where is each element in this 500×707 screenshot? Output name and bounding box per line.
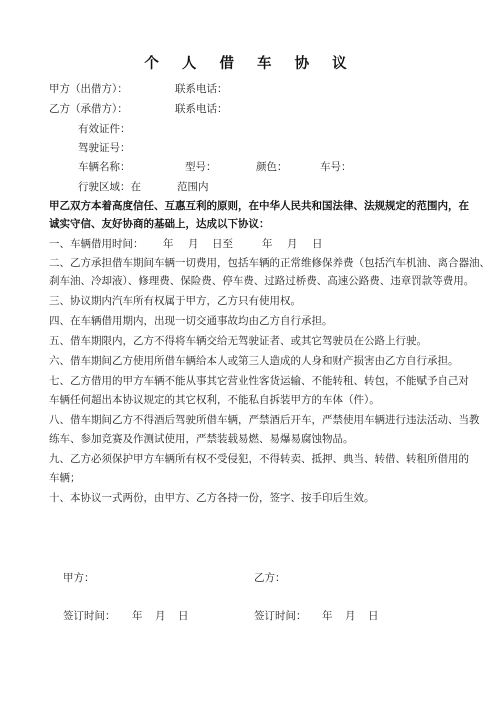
clause-10: 十、本协议一式两份，由甲方、乙方各持一份，签字、按手印后生效。: [49, 492, 375, 504]
party-a-date: 年 月 日: [132, 610, 190, 622]
party-b-date-label: 签订时间：: [254, 610, 307, 622]
party-b-date: 年 月 日: [322, 610, 380, 622]
clause-6: 六、借车期间乙方使用所借车辆给本人或第三人造成的人身和财产损害由乙方自行承担。: [49, 355, 459, 367]
intro-line-2: 诚实守信、友好协商的基础上，达成以下协议：: [49, 218, 270, 230]
party-b-signature-label: 乙方：: [254, 572, 286, 584]
intro-line-1: 甲乙双方本着高度信任、互惠互利的原则，在中华人民共和国法律、法规规定的范围内，在: [49, 200, 469, 212]
clause-8-line-2: 练车、参加竞赛及作测试使用，严禁装载易燃、易爆易腐蚀物品。: [49, 433, 354, 445]
clause-5: 五、借车期限内，乙方不得将车辆交给无驾驶证者、或其它驾驶员在公路上行驶。: [49, 335, 427, 347]
party-a-phone-label: 联系电话：: [175, 83, 228, 95]
party-a-label: 甲方（出借方）：: [49, 83, 128, 95]
id-document-label: 有效证件：: [78, 123, 131, 135]
party-a-signature-label: 甲方：: [63, 572, 95, 584]
clause-2-line-1: 二、乙方承担借车期间车辆一切费用，包括车辆的正常维修保养费（包括汽车机油、离合器油、: [49, 257, 490, 269]
clause-9-line-1: 九、乙方必须保护甲方车辆所有权不受侵犯，不得转卖、抵押、典当、转借、转租所借用的: [49, 453, 469, 465]
clause-7-line-2: 车辆任何超出本协议规定的其它权利，不能私自拆装甲方的车体（件）。: [49, 394, 380, 406]
clause-7-line-1: 七、乙方借用的甲方车辆不能从事其它营业性客货运输、不能转租、转包，不能赋予自己对: [49, 375, 469, 387]
party-b-label: 乙方（承借方）：: [49, 103, 128, 115]
clause-1-start-day: 日至: [212, 238, 233, 250]
plate-number-label: 车号：: [320, 161, 352, 173]
clause-1-end-month: 月: [287, 238, 298, 250]
vehicle-name-label: 车辆名称：: [78, 161, 131, 173]
clause-4: 四、在车辆借用期内，出现一切交通事故均由乙方自行承担。: [49, 315, 333, 327]
vehicle-color-label: 颜色：: [256, 161, 288, 173]
driving-area-suffix: 范围内: [177, 181, 209, 193]
vehicle-model-label: 型号：: [185, 161, 217, 173]
clause-1-start-year: 年: [163, 238, 174, 250]
clause-1-end-year: 年: [262, 238, 273, 250]
clause-1-start-month: 月: [188, 238, 199, 250]
clause-1-end-day: 日: [312, 238, 323, 250]
driving-area-label: 行驶区域：在: [78, 181, 141, 193]
party-b-phone-label: 联系电话：: [175, 103, 228, 115]
party-a-date-label: 签订时间：: [63, 610, 116, 622]
clause-1-label: 一、车辆借用时间：: [49, 238, 144, 250]
clause-8-line-1: 八、借车期间乙方不得酒后驾驶所借车辆，严禁酒后开车，严禁使用车辆进行违法活动、当教: [49, 414, 480, 426]
document-title: 个 人 借 车 协 议: [144, 56, 356, 72]
driver-license-label: 驾驶证号：: [78, 142, 131, 154]
clause-2-line-2: 刹车油、冷却液）、修理费、保险费、停车费、过路过桥费、高速公路费、违章罚款等费用。: [49, 275, 475, 287]
clause-3: 三、协议期内汽车所有权属于甲方，乙方只有使用权。: [49, 295, 301, 307]
clause-9-line-2: 车辆；: [49, 472, 81, 484]
